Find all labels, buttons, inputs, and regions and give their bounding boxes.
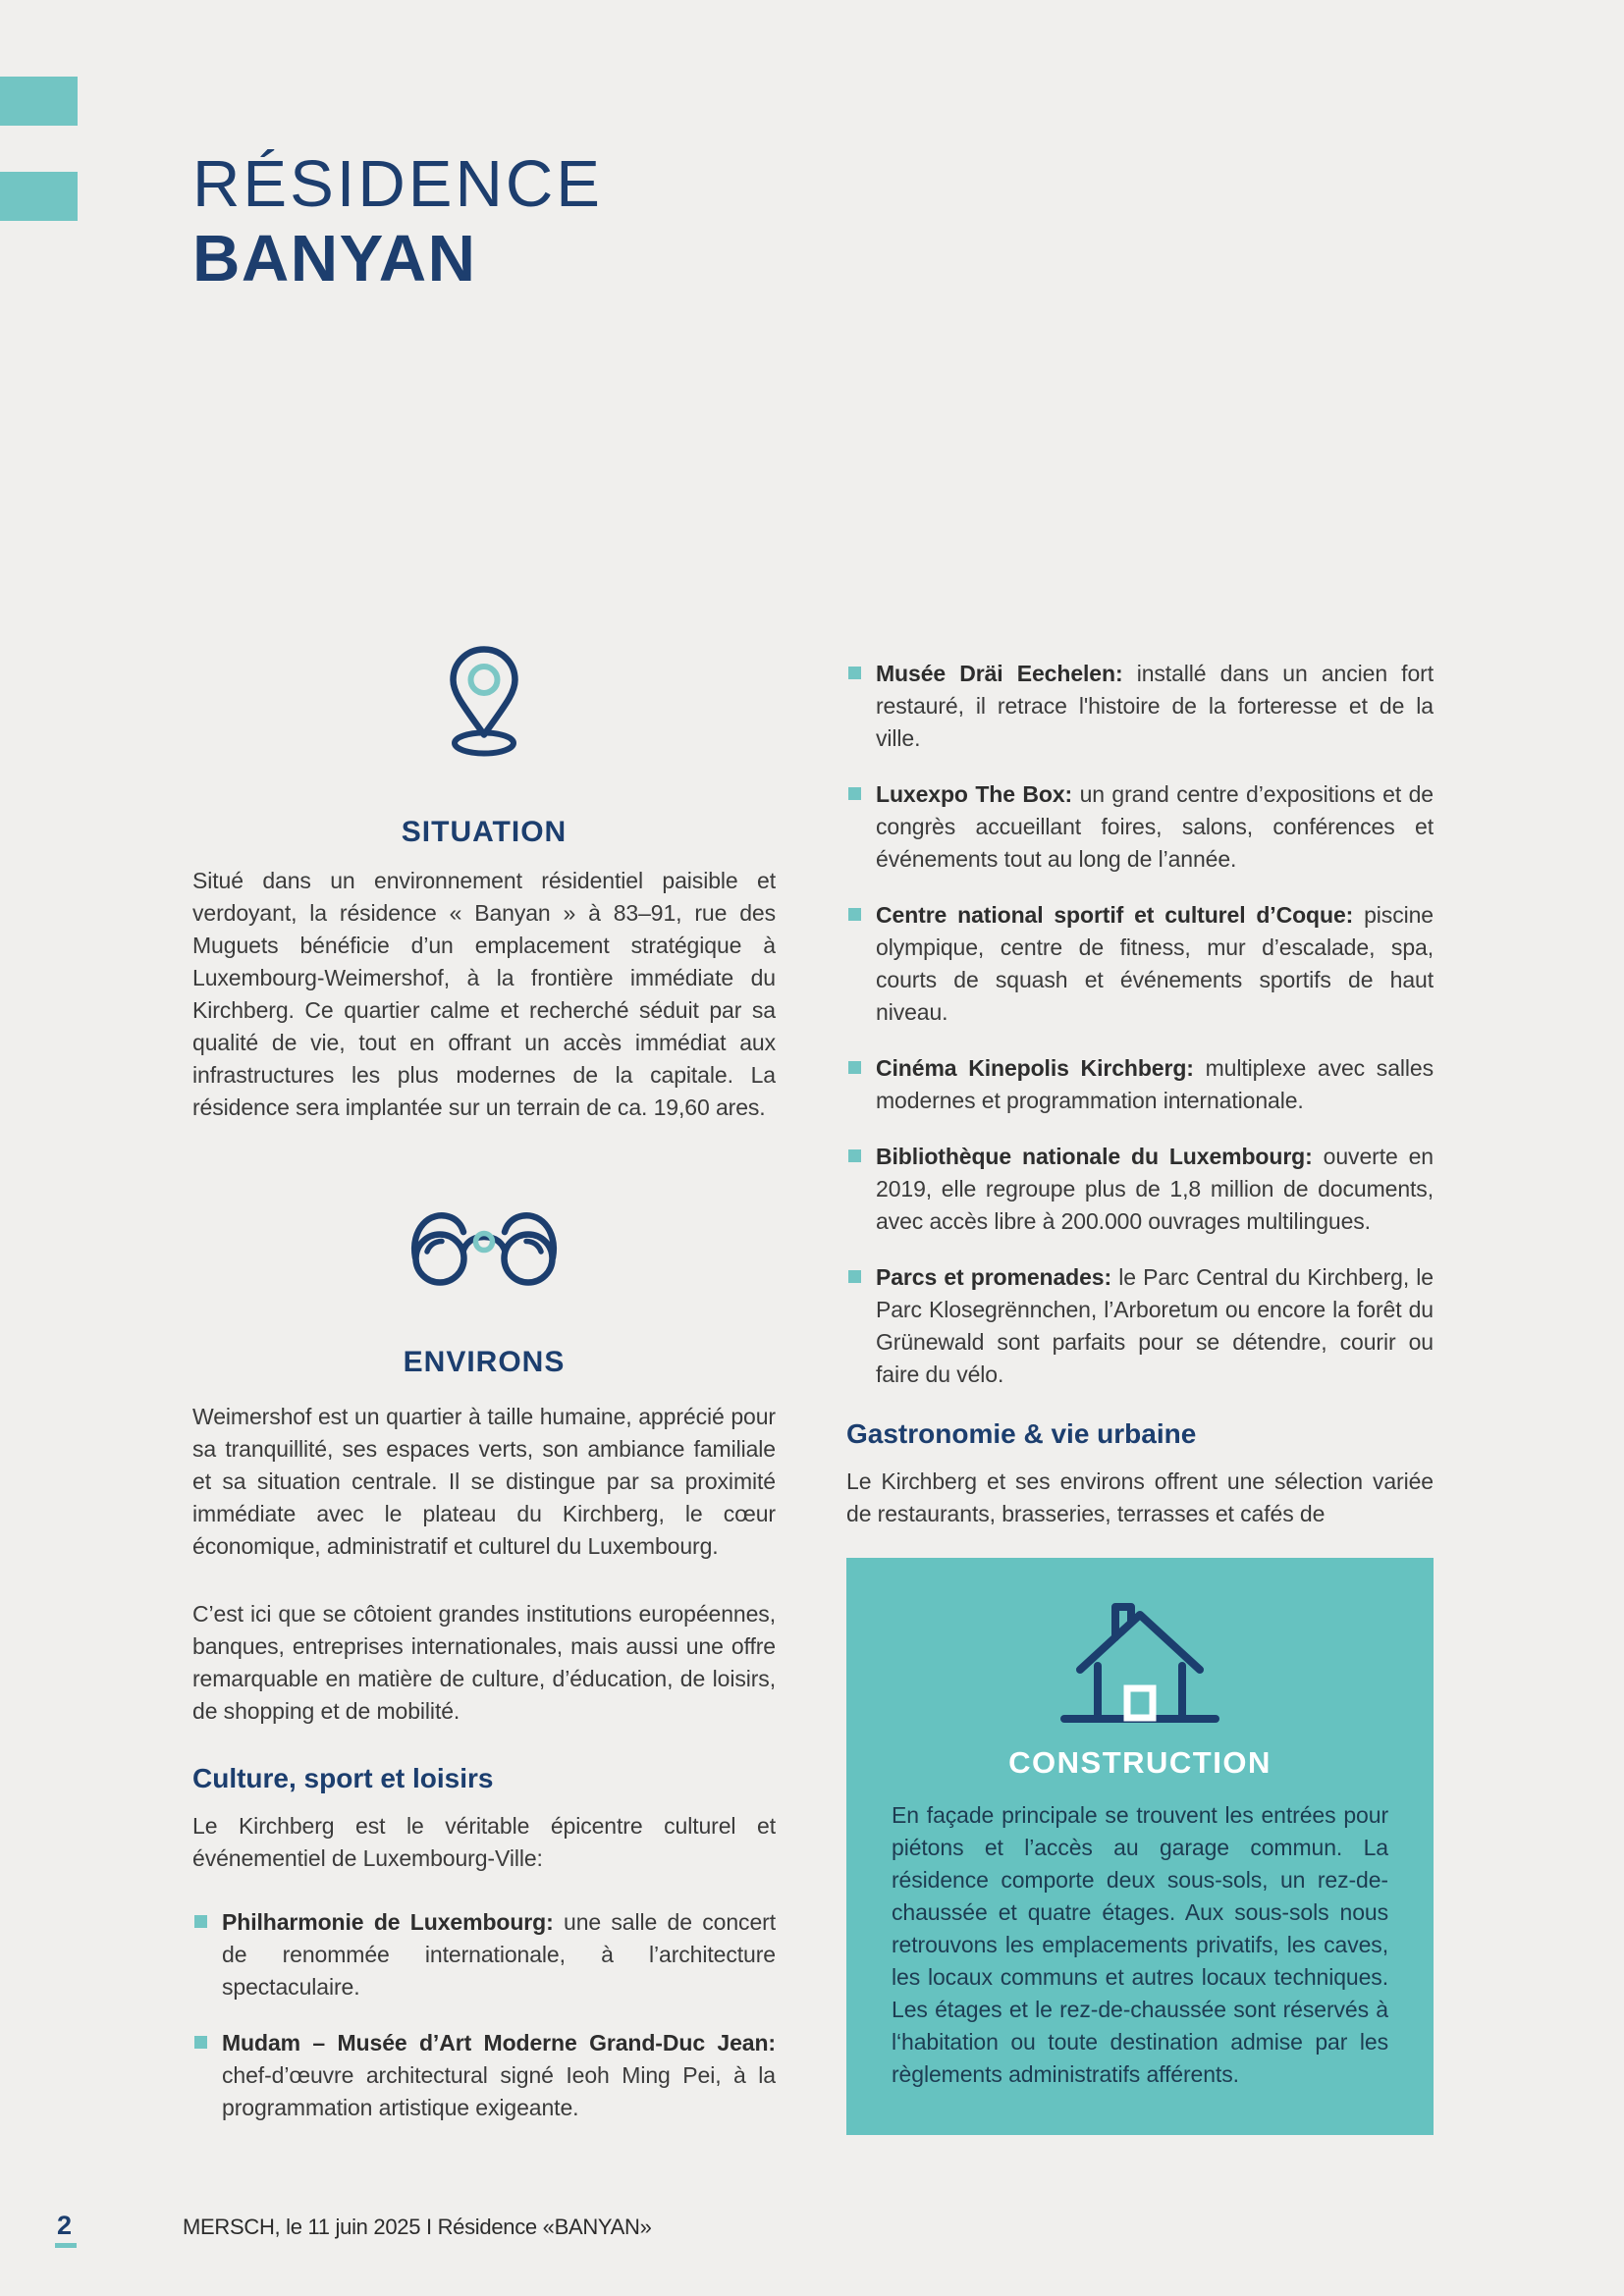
environs-paragraph-1: Weimershof est un quartier à taille humaine, apprécié pour sa tranquillité, ses espaces verts, son ambiance familiale et sa situation centrale. Il se distingue par sa proximité immédiate avec le plateau du Kirchberg, le cœur économique, administratif et culturel du Luxembourg. bbox=[192, 1404, 776, 1559]
bullet-label: Mudam – Musée d’Art Moderne Grand-Duc Jean: bbox=[222, 2030, 776, 2056]
bullet-label: Cinéma Kinepolis Kirchberg: bbox=[876, 1055, 1194, 1081]
bullet-square-icon bbox=[848, 1270, 861, 1283]
situation-paragraph: Situé dans un environnement résidentiel paisible et verdoyant, la résidence « Banyan » à 83–91, rue des Muguets bénéficie d’un emplacement stratégique à Luxembourg-Weimershof, à la frontière immédiate du Kirchberg. Ce quartier calme et recherché séduit par sa qualité de vie, tout en offrant un accès immédiat aux infrastructures les plus modernes de la capitale. La résidence sera implantée sur un terrain de ca. 19,60 ares. bbox=[192, 868, 776, 1120]
culture-heading: Culture, sport et loisirs bbox=[192, 1763, 494, 1793]
footer-text: MERSCH, le 11 juin 2025 I Résidence «BANYAN» bbox=[183, 2215, 652, 2239]
corner-accent-rect-top bbox=[0, 77, 78, 126]
page-title-line2: BANYAN bbox=[192, 222, 477, 295]
bullet-square-icon bbox=[848, 787, 861, 800]
kirchberg-bullet-list bbox=[846, 658, 1434, 1391]
location-pin-icon bbox=[192, 633, 776, 773]
bullet-text: ouverte en 2019, elle regroupe plus de 1,8 million de documents, avec accès libre à 200.000 ouvrages multilingues. bbox=[876, 1144, 1434, 1234]
bullet-square-icon bbox=[194, 2036, 207, 2049]
bullet-text: piscine olympique, centre de fitness, mur d’escalade, spa, courts de squash et événements sportifs de haut niveau. bbox=[876, 902, 1434, 1025]
bullet-label: Philharmonie de Luxembourg: bbox=[222, 1909, 554, 1935]
construction-paragraph: En façade principale se trouvent les entrées pour piétons et l’accès au garage commun. La résidence comporte deux sous-sols, un rez-de-chaussée et quatre étages. Aux sous-sols nous retrouvons les emplacements privatifs, les caves, les locaux communs et autres locaux techniques. Les étages et le rez-de-chaussée sont réservés à l‘habitation ou toute destination admise par les règlements administratifs afférents. bbox=[892, 1802, 1388, 2087]
list-item bbox=[846, 1052, 1434, 1117]
bullet-square-icon bbox=[848, 1149, 861, 1162]
page-title-line1: RÉSIDENCE bbox=[192, 147, 603, 221]
bullet-label: Musée Dräi Eechelen: bbox=[876, 661, 1123, 686]
list-item bbox=[846, 778, 1434, 876]
bullet-square-icon bbox=[848, 667, 861, 679]
culture-bullet-list bbox=[192, 1906, 776, 2124]
bullet-label: Bibliothèque nationale du Luxembourg: bbox=[876, 1144, 1313, 1169]
left-column bbox=[192, 628, 776, 2124]
bullet-text: chef-d’œuvre architectural signé Ieoh Ming Pei, à la programmation artistique exigeante. bbox=[222, 2062, 776, 2120]
page-number: 2 bbox=[57, 2211, 73, 2240]
bullet-label: Parcs et promenades: bbox=[876, 1264, 1112, 1290]
bullet-label: Centre national sportif et culturel d’Coque: bbox=[876, 902, 1354, 928]
page-number-accent-bar bbox=[55, 2243, 77, 2248]
bullet-square-icon bbox=[848, 1061, 861, 1074]
right-column bbox=[846, 628, 1434, 2135]
bullet-label: Luxexpo The Box: bbox=[876, 781, 1073, 807]
bullet-text: un grand centre d’expositions et de congrès accueillant foires, salons, conférences et événements tout au long de l’année. bbox=[876, 781, 1434, 872]
environs-heading: ENVIRONS bbox=[403, 1346, 566, 1378]
binoculars-icon bbox=[192, 1201, 776, 1289]
page-title bbox=[192, 147, 603, 296]
construction-box bbox=[846, 1558, 1434, 2135]
gastronomie-heading: Gastronomie & vie urbaine bbox=[846, 1418, 1197, 1449]
bullet-square-icon bbox=[194, 1915, 207, 1928]
gastronomie-paragraph: Le Kirchberg et ses environs offrent une sélection variée de restaurants, brasseries, terrasses et cafés de bbox=[846, 1468, 1434, 1526]
bullet-text: installé dans un ancien fort restauré, il retrace l'histoire de la forteresse et de la ville. bbox=[876, 661, 1434, 751]
bullet-text: multiplexe avec salles modernes et programmation internationale. bbox=[876, 1055, 1434, 1113]
list-item bbox=[846, 658, 1434, 755]
list-item bbox=[846, 1261, 1434, 1391]
list-item bbox=[192, 2027, 776, 2124]
culture-intro: Le Kirchberg est le véritable épicentre culturel et événementiel de Luxembourg-Ville: bbox=[192, 1813, 776, 1871]
bullet-text: le Parc Central du Kirchberg, le Parc Klosegrënnchen, l’Arboretum ou encore la forêt du Grünewald sont parfaits pour se détendre, courir ou faire du vélo. bbox=[876, 1264, 1435, 1387]
construction-heading: CONSTRUCTION bbox=[1008, 1745, 1272, 1780]
house-icon bbox=[892, 1558, 1388, 1729]
bullet-text: une salle de concert de renommée internationale, à l’architecture spectaculaire. bbox=[222, 1909, 776, 2000]
list-item bbox=[846, 899, 1434, 1029]
list-item bbox=[192, 1906, 776, 2003]
environs-paragraph-2: C’est ici que se côtoient grandes institutions européennes, banques, entreprises internationales, mais aussi une offre remarquable en matière de culture, d’éducation, de loisirs, de shopping et de mobilité. bbox=[192, 1601, 776, 1724]
situation-heading: SITUATION bbox=[401, 816, 568, 848]
bullet-square-icon bbox=[848, 908, 861, 921]
corner-accent-rect-bottom bbox=[0, 172, 78, 221]
list-item bbox=[846, 1141, 1434, 1238]
